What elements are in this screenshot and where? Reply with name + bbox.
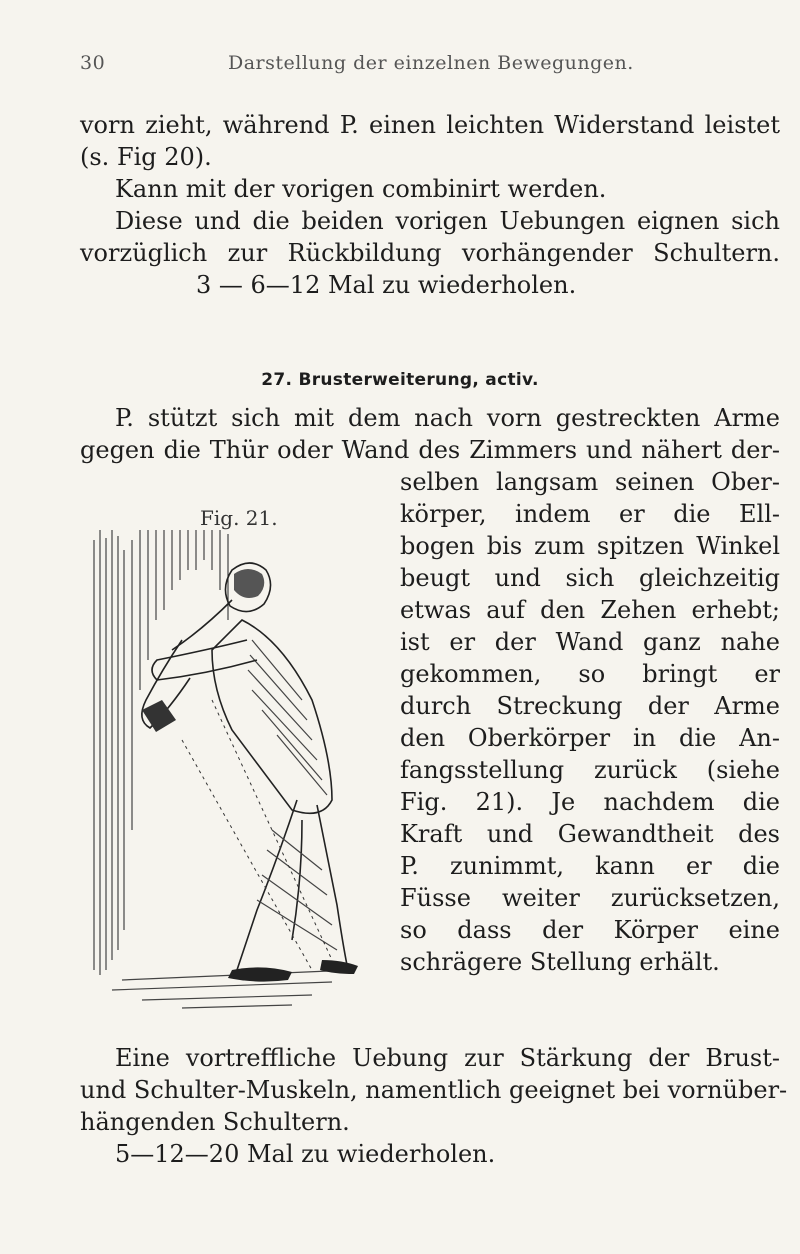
running-head: Darstellung der einzelnen Bewegungen.: [228, 52, 634, 74]
text-line: und Schulter-Muskeln, namentlich geeignet bei vornüber-: [80, 1076, 788, 1104]
text-line: schrägere Stellung erhält.: [400, 948, 720, 976]
text-line: selben langsam seinen Ober-: [400, 468, 780, 496]
page-header: [80, 52, 780, 82]
text-line: Füsse weiter zurücksetzen,: [400, 884, 780, 912]
text-line: ist er der Wand ganz nahe: [400, 628, 780, 656]
repeat-instruction-1: 3 — 6—12 Mal zu wiederholen.: [196, 271, 577, 299]
main-paragraph-full: [80, 402, 780, 466]
text-line: Eine vortreffliche Uebung zur Stärkung der Brust-: [115, 1044, 780, 1072]
section-heading: 27. Brusterweiterung, activ.: [261, 370, 539, 390]
text-line: beugt und sich gleichzeitig: [400, 564, 780, 592]
main-paragraph-narrow: [400, 466, 780, 978]
text-line: fangsstellung zurück (siehe: [400, 756, 780, 784]
benefit-paragraph: [80, 205, 780, 269]
page-number: 30: [80, 52, 106, 74]
repeat-instruction-2: 5—12—20 Mal zu wiederholen.: [115, 1140, 496, 1168]
text-line: hängenden Schultern.: [80, 1108, 350, 1136]
text-line: etwas auf den Zehen erhebt;: [400, 596, 780, 624]
text-line: vorn zieht, während P. einen leichten Widerstand leistet: [80, 111, 780, 139]
text-line: vorzüglich zur Rückbildung vorhängender Schultern.: [80, 239, 780, 267]
text-line: P. stützt sich mit dem nach vorn gestreckten Arme: [115, 404, 780, 432]
text-line: bogen bis zum spitzen Winkel: [400, 532, 780, 560]
intro-paragraph: [80, 109, 780, 173]
text-line: gekommen, so bringt er: [400, 660, 780, 688]
figure-illustration: [82, 530, 382, 1030]
text-line: durch Streckung der Arme: [400, 692, 780, 720]
text-line: so dass der Körper eine: [400, 916, 780, 944]
text-line: gegen die Thür oder Wand des Zimmers und nähert der-: [80, 436, 780, 464]
text-line: körper, indem er die Ell-: [400, 500, 780, 528]
text-line: P. zunimmt, kann er die: [400, 852, 780, 880]
final-paragraph: [80, 1042, 788, 1138]
text-line: Fig. 21). Je nachdem die: [400, 788, 780, 816]
text-line: Diese und die beiden vorigen Uebungen eignen sich: [115, 207, 780, 235]
combine-paragraph: Kann mit der vorigen combinirt werden.: [115, 175, 607, 203]
text-line: den Oberkörper in die An-: [400, 724, 780, 752]
text-line: Kraft und Gewandtheit des: [400, 820, 780, 848]
figure-caption: Fig. 21.: [200, 506, 278, 530]
text-line: (s. Fig 20).: [80, 143, 212, 171]
